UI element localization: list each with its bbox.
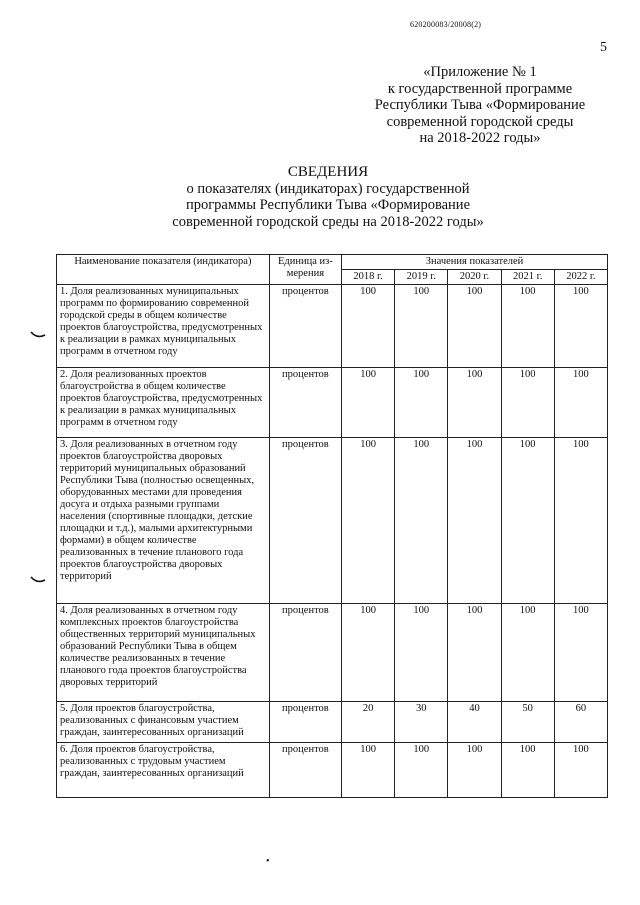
page-number: 5 xyxy=(600,40,607,55)
indicator-name: 5. Доля проектов благоустройства, реализованных с финансовым участием граждан, заинтересованных организаций xyxy=(57,702,270,743)
table-row xyxy=(57,368,608,438)
header-year: 2019 г. xyxy=(395,270,448,285)
value-2022: 100 xyxy=(554,438,607,604)
value-2019: 100 xyxy=(395,368,448,438)
value-2020: 100 xyxy=(448,604,501,702)
value-2022: 100 xyxy=(554,285,607,368)
indicator-unit: процентов xyxy=(269,368,341,438)
value-2018: 100 xyxy=(342,368,395,438)
header-values-group: Значения показателей xyxy=(342,255,608,270)
table-row xyxy=(57,743,608,798)
indicators-table xyxy=(56,254,608,798)
value-2019: 100 xyxy=(395,604,448,702)
scan-mark xyxy=(30,330,46,340)
value-2018: 20 xyxy=(342,702,395,743)
value-2021: 100 xyxy=(501,368,554,438)
value-2021: 100 xyxy=(501,743,554,798)
value-2020: 100 xyxy=(448,743,501,798)
title-line: программы Республики Тыва «Формирование xyxy=(185,197,471,213)
value-2019: 100 xyxy=(395,285,448,368)
value-2022: 60 xyxy=(554,702,607,743)
value-2018: 100 xyxy=(342,604,395,702)
appendix-line: «Приложение № 1 xyxy=(423,64,537,80)
indicator-name: 1. Доля реализованных муниципальных программ по формированию современной городской среды в общем количестве проектов благоустройства, предусмотренных к реализации в рамках муниципальных программ в отчетном году xyxy=(57,285,270,368)
value-2020: 100 xyxy=(448,368,501,438)
header-year: 2022 г. xyxy=(554,270,607,285)
value-2020: 40 xyxy=(448,702,501,743)
value-2018: 100 xyxy=(342,438,395,604)
value-2018: 100 xyxy=(342,743,395,798)
indicator-name: 2. Доля реализованных проектов благоустройства в общем количестве проектов благоустройства, предусмотренных к реализации в рамках муниципальных программ в отчетном году xyxy=(57,368,270,438)
appendix-reference xyxy=(360,64,600,147)
table-row xyxy=(57,285,608,368)
scan-mark xyxy=(30,575,46,585)
header-name: Наименование показателя (индикатора) xyxy=(57,255,270,285)
title-line: современной городской среды на 2018-2022 годы» xyxy=(172,213,484,230)
value-2020: 100 xyxy=(448,285,501,368)
value-2019: 100 xyxy=(395,743,448,798)
indicator-unit: процентов xyxy=(269,702,341,743)
appendix-line: Республики Тыва «Формирование xyxy=(374,97,586,113)
value-2021: 100 xyxy=(501,438,554,604)
indicator-name: 4. Доля реализованных в отчетном году комплексных проектов благоустройства общественных территорий муниципальных образований Республики Тыва в общем количестве реализованных в течение планового года проектов благоустройства дворовых территорий xyxy=(57,604,270,702)
appendix-line: на 2018-2022 годы» xyxy=(419,130,541,146)
table-header-row xyxy=(57,255,608,270)
value-2022: 100 xyxy=(554,604,607,702)
value-2021: 100 xyxy=(501,285,554,368)
value-2022: 100 xyxy=(554,368,607,438)
value-2020: 100 xyxy=(448,438,501,604)
value-2018: 100 xyxy=(342,285,395,368)
document-number: 620200083/20008(2) xyxy=(410,20,482,29)
value-2019: 30 xyxy=(395,702,448,743)
table-row xyxy=(57,438,608,604)
indicator-unit: процентов xyxy=(269,285,341,368)
document-title xyxy=(140,164,516,230)
indicator-unit: процентов xyxy=(269,438,341,604)
value-2021: 100 xyxy=(501,604,554,702)
value-2019: 100 xyxy=(395,438,448,604)
title-line: о показателях (индикаторах) государственной xyxy=(186,180,470,197)
value-2021: 50 xyxy=(501,702,554,743)
value-2022: 100 xyxy=(554,743,607,798)
indicator-unit: процентов xyxy=(269,743,341,798)
table-row xyxy=(57,604,608,702)
appendix-line: к государственной программе xyxy=(387,80,573,97)
appendix-line: современной городской среды xyxy=(386,113,574,130)
indicator-unit: процентов xyxy=(269,604,341,702)
indicator-name: 3. Доля реализованных в отчетном году проектов благоустройства дворовых территорий муниципальных образований Республики Тыва (полностью освещенных, оборудованных местами для проведения досуга и отдыха разными группами населения (спортивные площадки, детские площадки и т.д.), малыми архитектурными формами) в общем количестве реализованных в течение планового года проектов благоустройства дворовых территорий xyxy=(57,438,270,604)
header-unit: Единица из-мерения xyxy=(269,255,341,285)
header-year: 2021 г. xyxy=(501,270,554,285)
title-heading: СВЕДЕНИЯ xyxy=(287,164,369,180)
table-row xyxy=(57,702,608,743)
header-year: 2018 г. xyxy=(342,270,395,285)
scan-dot: • xyxy=(266,856,270,867)
header-year: 2020 г. xyxy=(448,270,501,285)
indicator-name: 6. Доля проектов благоустройства, реализованных с трудовым участием граждан, заинтересованных организаций xyxy=(57,743,270,798)
